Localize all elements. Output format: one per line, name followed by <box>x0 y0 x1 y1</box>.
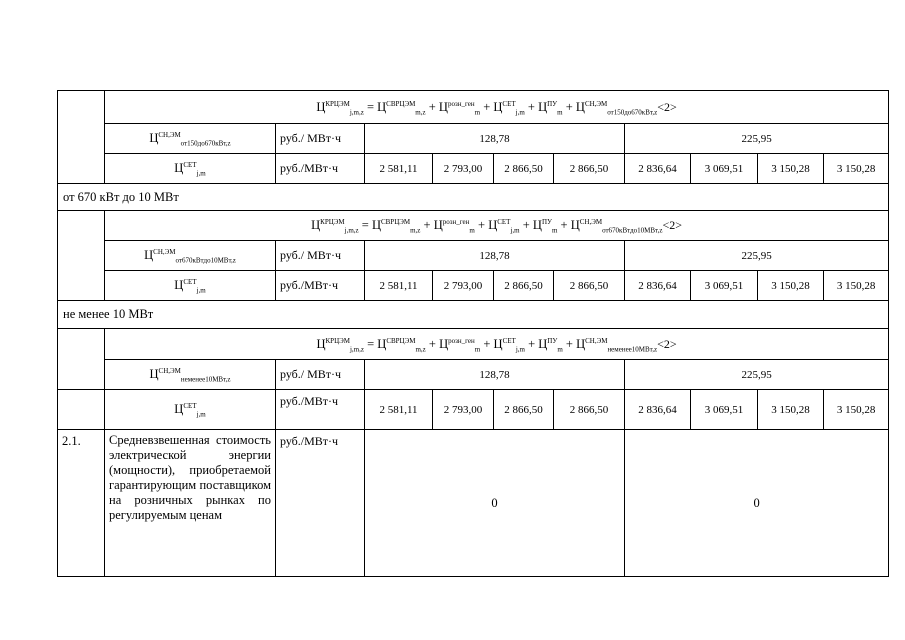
value-cell: 128,78 <box>365 241 625 271</box>
formula-cell: $Ц^{КРЦЭМ}_{j,m,z} = Ц^{СВРЦЭМ}_{m,z} + Ц^{розн\_ген}_m + Ц^{СЕТ}_{j,m} + Ц^{ПУ}_m + Ц^{СН,ЭМ}_{от670кВтдо10МВт,z}<2>$ <box>105 211 889 241</box>
value-cell: 2 866,50 <box>494 271 554 301</box>
tariff-table <box>57 90 889 577</box>
value-cell: 2 581,11 <box>365 390 433 430</box>
unit-cell: руб./МВт·ч <box>276 154 365 184</box>
item-description: Средневзвешенная стоимость электрической энергии (мощности), приобретаемой гарантирующим поставщиком на розничных рынках по регулируемым ценам <box>105 430 276 577</box>
value-cell: 2 581,11 <box>365 154 433 184</box>
value-cell: 3 150,28 <box>824 154 889 184</box>
value-cell: 3 069,51 <box>691 271 758 301</box>
set-row <box>58 271 889 301</box>
value-cell: 0 <box>625 430 889 577</box>
value-cell: 2 793,00 <box>433 271 494 301</box>
value-cell: 2 793,00 <box>433 390 494 430</box>
row-number-cell <box>58 211 105 301</box>
value-cell: 2 866,50 <box>554 271 625 301</box>
value-cell: 128,78 <box>365 124 625 154</box>
sn-row <box>58 360 889 390</box>
formula-row <box>58 329 889 360</box>
value-cell: 2 793,00 <box>433 154 494 184</box>
unit-cell: руб./ МВт·ч <box>276 124 365 154</box>
value-cell: 2 866,50 <box>554 154 625 184</box>
value-cell: 0 <box>365 430 625 577</box>
formula-cell: $Ц^{КРЦЭМ}_{j,m,z} = Ц^{СВРЦЭМ}_{m,z} + Ц^{розн\_ген}_m + Ц^{СЕТ}_{j,m} + Ц^{ПУ}_m + Ц^{СН,ЭМ}_{от150до670кВт,z}<2>$ <box>105 91 889 124</box>
item-number: 2.1. <box>58 430 105 577</box>
section-heading: от 670 кВт до 10 МВт <box>58 184 889 211</box>
row-number-cell <box>58 91 105 184</box>
value-cell: 2 836,64 <box>625 154 691 184</box>
row-number-cell <box>58 329 105 390</box>
value-cell: 3 069,51 <box>691 390 758 430</box>
value-cell: 2 581,11 <box>365 271 433 301</box>
sn-row <box>58 241 889 271</box>
unit-cell: руб./ МВт·ч <box>276 360 365 390</box>
value-cell: 3 150,28 <box>758 271 824 301</box>
formula-row <box>58 211 889 241</box>
formula-row <box>58 91 889 124</box>
value-cell: 2 866,50 <box>494 154 554 184</box>
value-cell: 128,78 <box>365 360 625 390</box>
section-row <box>58 301 889 329</box>
row-number-cell <box>58 390 105 430</box>
value-cell: 225,95 <box>625 241 889 271</box>
section-heading: не менее 10 МВт <box>58 301 889 329</box>
section-row <box>58 184 889 211</box>
item-row <box>58 430 889 577</box>
value-cell: 3 069,51 <box>691 154 758 184</box>
value-cell: 225,95 <box>625 124 889 154</box>
value-cell: 2 836,64 <box>625 390 691 430</box>
value-cell: 2 866,50 <box>554 390 625 430</box>
unit-cell: руб./МВт·ч <box>276 390 365 430</box>
value-cell: 225,95 <box>625 360 889 390</box>
symbol-cell: $Ц^{СЕТ}_{j,m}$ <box>105 390 276 430</box>
sn-row <box>58 124 889 154</box>
value-cell: 3 150,28 <box>758 390 824 430</box>
symbol-cell: $Ц^{СН,ЭМ}_{неменее10МВт,z}$ <box>105 360 276 390</box>
symbol-cell: $Ц^{СН,ЭМ}_{от150до670кВт,z}$ <box>105 124 276 154</box>
value-cell: 3 150,28 <box>824 390 889 430</box>
symbol-cell: $Ц^{СЕТ}_{j,m}$ <box>105 154 276 184</box>
symbol-cell: $Ц^{СЕТ}_{j,m}$ <box>105 271 276 301</box>
unit-cell: руб./МВт·ч <box>276 271 365 301</box>
unit-cell: руб./МВт·ч <box>276 430 365 577</box>
unit-cell: руб./ МВт·ч <box>276 241 365 271</box>
value-cell: 2 836,64 <box>625 271 691 301</box>
set-row <box>58 390 889 430</box>
value-cell: 3 150,28 <box>758 154 824 184</box>
value-cell: 3 150,28 <box>824 271 889 301</box>
set-row <box>58 154 889 184</box>
value-cell: 2 866,50 <box>494 390 554 430</box>
symbol-cell: $Ц^{СН,ЭМ}_{от670кВтдо10МВт,z}$ <box>105 241 276 271</box>
formula-cell: $Ц^{КРЦЭМ}_{j,m,z} = Ц^{СВРЦЭМ}_{m,z} + Ц^{розн\_ген}_m + Ц^{СЕТ}_{j,m} + Ц^{ПУ}_m + Ц^{СН,ЭМ}_{неменее10МВт,z}<2>$ <box>105 329 889 360</box>
